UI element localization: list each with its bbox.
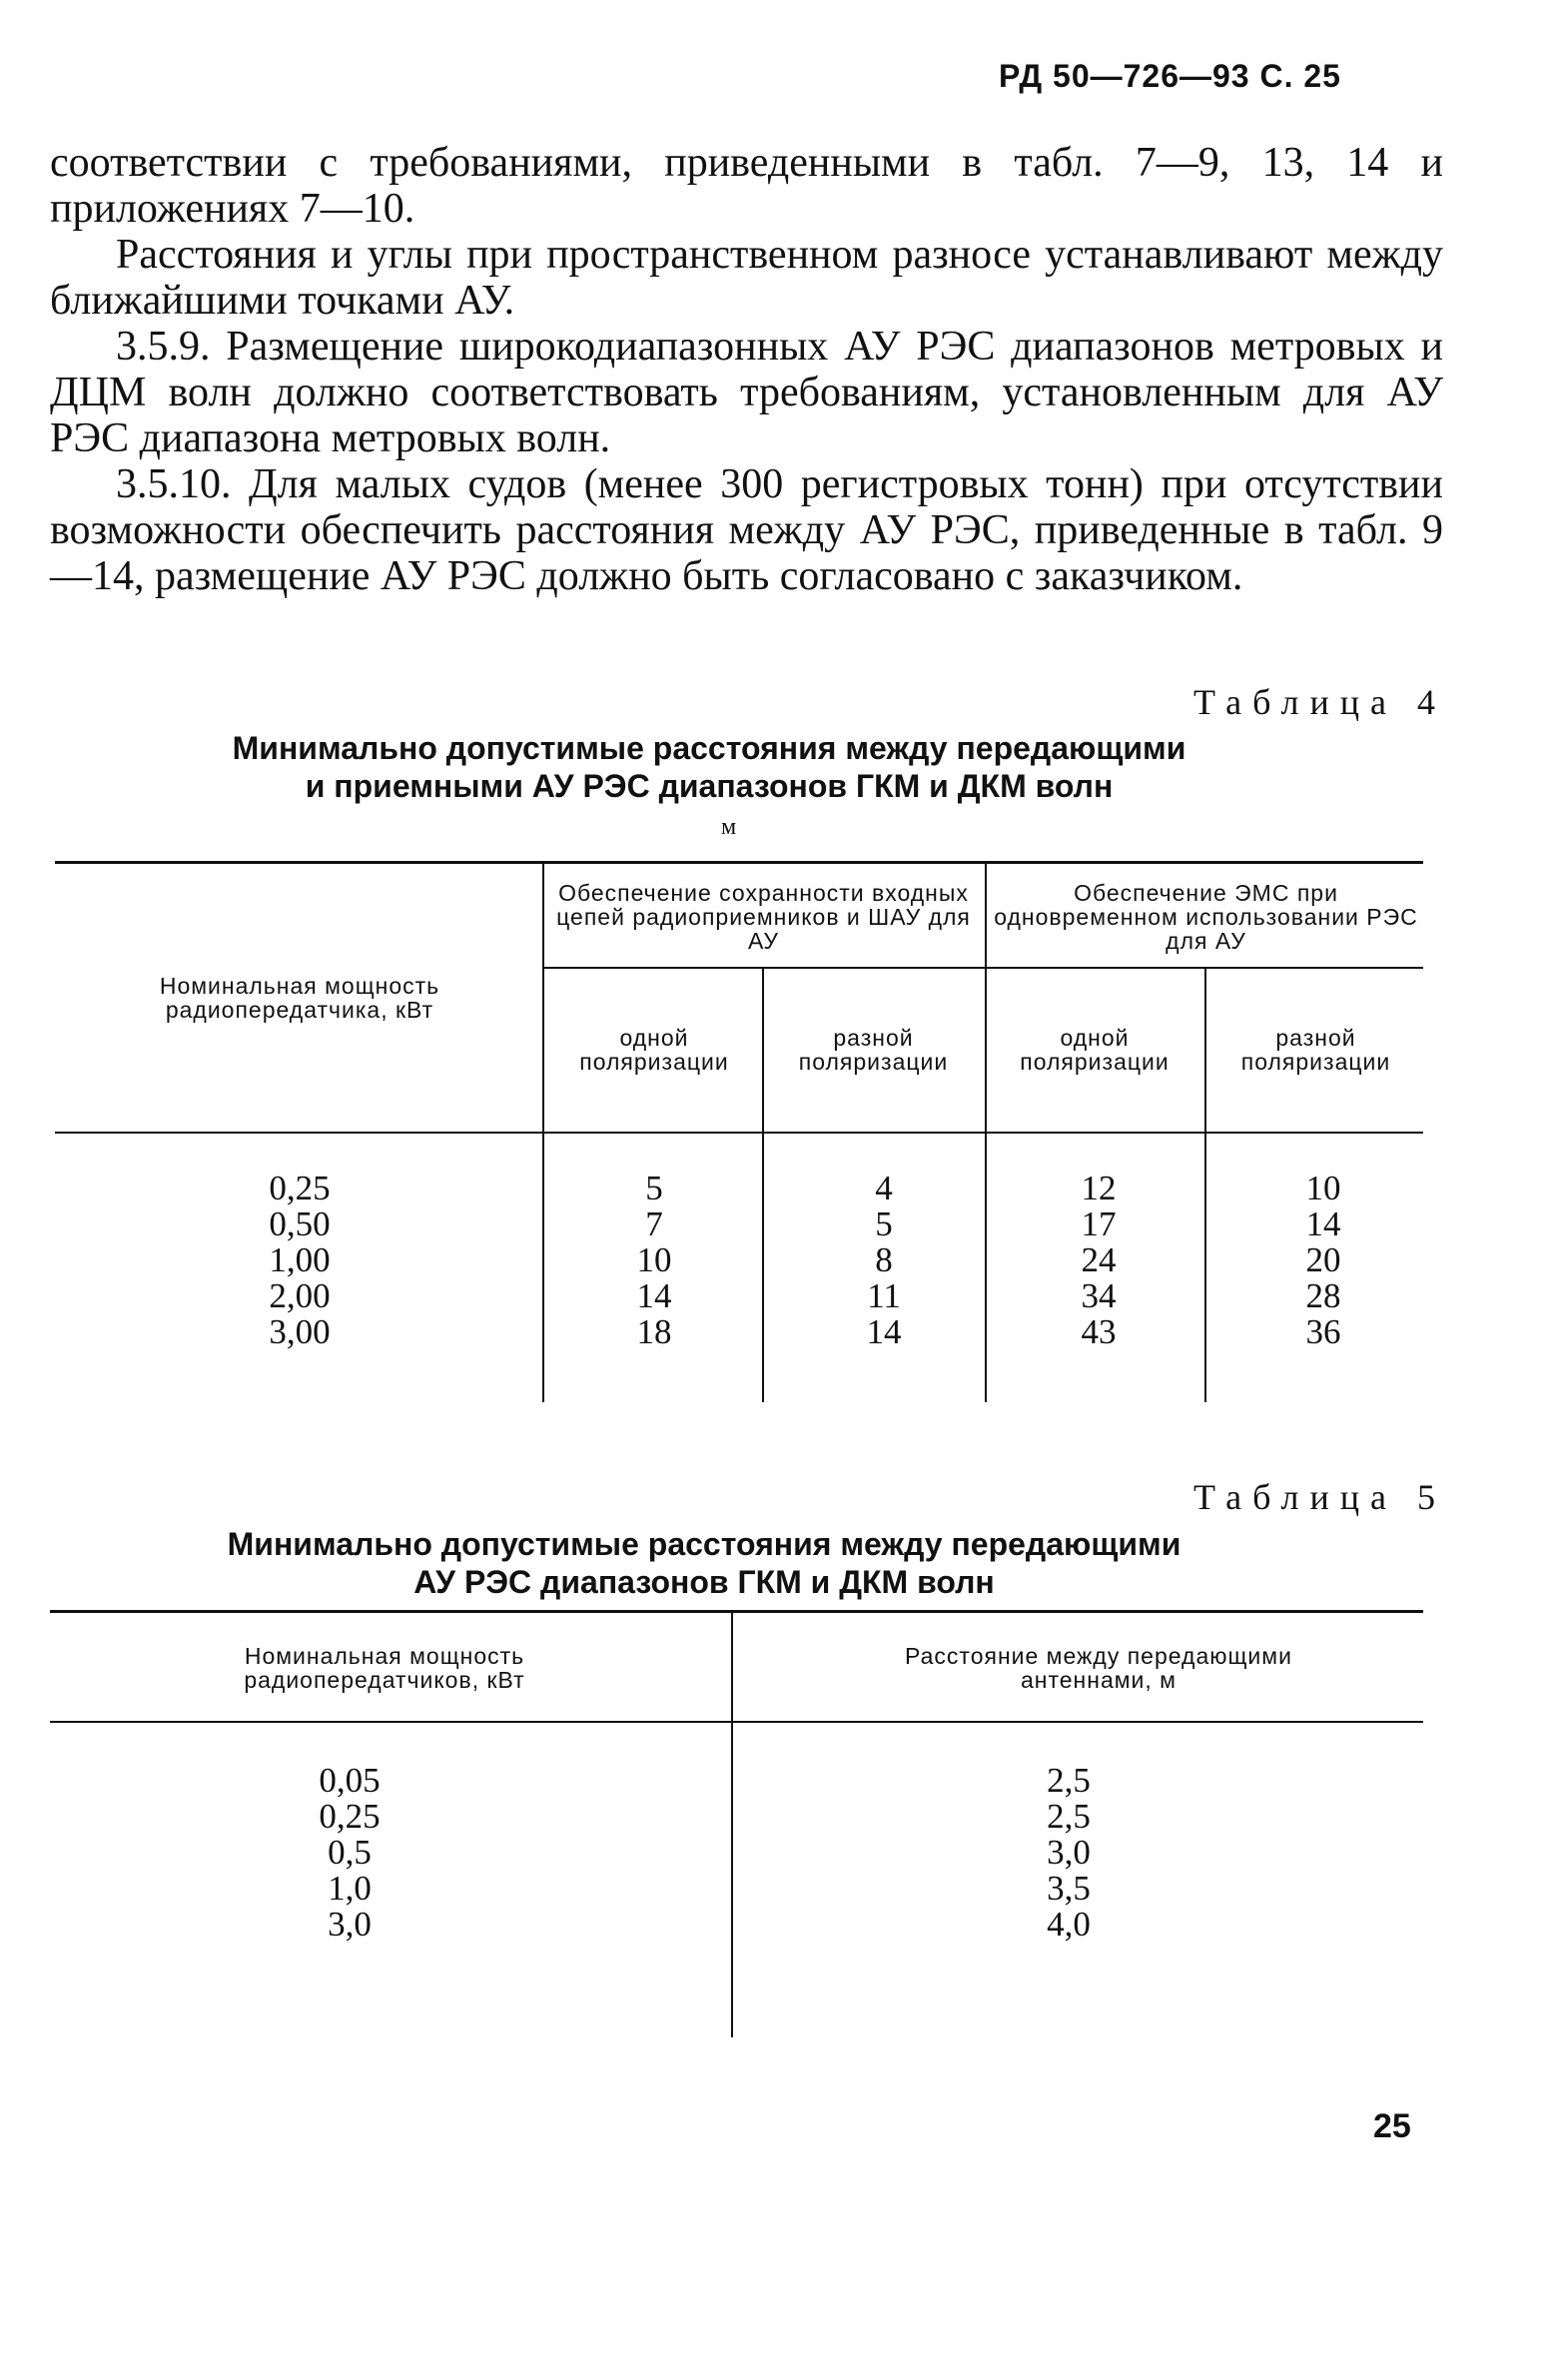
table-cell: 14 xyxy=(636,1276,672,1315)
table-cell: 36 xyxy=(1305,1312,1341,1351)
table-cell: 3,5 xyxy=(1047,1869,1091,1908)
table-cell: 1,00 xyxy=(269,1240,331,1279)
table-cell: 2,00 xyxy=(269,1276,331,1315)
table-rule xyxy=(1204,969,1206,1402)
table-4-unit: м xyxy=(721,814,737,840)
table-cell: 14 xyxy=(1305,1204,1341,1243)
table-rule xyxy=(544,967,1423,969)
paragraph: Расстояния и углы при пространственном разносе устанавливают между ближайшими точками АУ. xyxy=(50,232,1443,324)
table-rule xyxy=(762,969,764,1402)
table-cell: 0,25 xyxy=(269,1169,331,1207)
table-4-subheader: одной поляризации xyxy=(579,1025,729,1075)
paragraph: 3.5.10. Для малых судов (менее 300 регистровых тонн) при отсутствии возможности обеспечить расстояния между АУ РЭС, приведенные в табл. 9—14, размещение АУ РЭС должно быть согласовано с заказчиком. xyxy=(50,461,1443,599)
table-4-label: Таблица 4 xyxy=(1193,682,1446,722)
table-cell: 2,5 xyxy=(1047,1761,1091,1800)
table-4-subheader: разной поляризации xyxy=(1240,1025,1391,1075)
table-4-subheader: одной поляризации xyxy=(1020,1025,1170,1075)
table-cell: 5 xyxy=(645,1169,663,1207)
table-cell: 43 xyxy=(1081,1312,1117,1351)
table-rule xyxy=(50,1721,1423,1723)
table-4-header-power: Номинальная мощность радиопередатчика, кВт xyxy=(159,973,440,1023)
table-4-header-group2: Обеспечение ЭМС при одновременном использовании РЭС для АУ xyxy=(994,880,1418,954)
page-header: РД 50—726—93 С. 25 xyxy=(999,58,1341,94)
table-cell: 10 xyxy=(636,1240,672,1279)
table-rule xyxy=(731,1613,733,2037)
table-4-title-line2: и приемными АУ РЭС диапазонов ГКМ и ДКМ волн xyxy=(305,768,1114,804)
table-cell: 12 xyxy=(1081,1169,1117,1207)
table-5-title-line1: Минимально допустимые расстояния между передающими xyxy=(227,1526,1181,1562)
table-rule xyxy=(50,1610,1423,1613)
body-text xyxy=(50,140,1443,599)
table-rule xyxy=(542,861,544,1402)
table-cell: 4 xyxy=(875,1169,893,1207)
table-4-subheader: разной поляризации xyxy=(798,1025,949,1075)
table-cell: 18 xyxy=(636,1312,672,1351)
table-cell: 0,50 xyxy=(269,1204,331,1243)
table-5-column-power xyxy=(250,1763,449,1943)
table-cell: 11 xyxy=(867,1276,901,1315)
table-4-title-line1: Минимально допустимые расстояния между передающими xyxy=(232,730,1186,766)
table-cell: 3,0 xyxy=(328,1905,372,1944)
paragraph: соответствии с требованиями, приведенными в табл. 7—9, 13, 14 и приложениях 7—10. xyxy=(50,140,1443,232)
table-cell: 5 xyxy=(875,1204,893,1243)
table-4-column-power xyxy=(200,1171,399,1350)
table-cell: 17 xyxy=(1081,1204,1117,1243)
table-cell: 0,05 xyxy=(319,1761,381,1800)
table-cell: 0,5 xyxy=(328,1833,372,1872)
table-cell: 14 xyxy=(866,1312,902,1351)
paragraph: 3.5.9. Размещение широкодиапазонных АУ РЭС диапазонов метровых и ДЦМ волн должно соответствовать требованиям, установленным для АУ РЭС диапазона метровых волн. xyxy=(50,324,1443,461)
page-number: 25 xyxy=(1373,2107,1411,2145)
table-4-column-c1 xyxy=(554,1171,754,1350)
table-cell: 24 xyxy=(1081,1240,1117,1279)
table-5-column-distance xyxy=(969,1763,1169,1943)
table-5-header-power: Номинальная мощность радиопередатчиков, кВт xyxy=(244,1643,525,1693)
table-cell: 2,5 xyxy=(1047,1797,1091,1836)
table-cell: 28 xyxy=(1305,1276,1341,1315)
table-cell: 3,0 xyxy=(1047,1833,1091,1872)
table-cell: 1,0 xyxy=(328,1869,372,1908)
table-5-label: Таблица 5 xyxy=(1193,1477,1446,1517)
table-cell: 10 xyxy=(1305,1169,1341,1207)
table-4-header-group1: Обеспечение сохранности входных цепей радиоприемников и ШАУ для АУ xyxy=(556,880,971,954)
table-5-title-line2: АУ РЭС диапазонов ГКМ и ДКМ волн xyxy=(413,1564,995,1600)
table-cell: 3,00 xyxy=(269,1312,331,1351)
table-4-column-c4 xyxy=(1223,1171,1423,1350)
table-4-column-c2 xyxy=(784,1171,984,1350)
table-cell: 8 xyxy=(875,1240,893,1279)
table-cell: 34 xyxy=(1081,1276,1117,1315)
table-4-column-c3 xyxy=(999,1171,1198,1350)
table-cell: 0,25 xyxy=(319,1797,381,1836)
table-cell: 7 xyxy=(645,1204,663,1243)
table-cell: 20 xyxy=(1305,1240,1341,1279)
table-rule xyxy=(55,1132,1423,1134)
table-5-header-distance: Расстояние между передающими антеннами, м xyxy=(905,1643,1292,1693)
table-rule xyxy=(985,861,987,1402)
table-cell: 4,0 xyxy=(1047,1905,1091,1944)
